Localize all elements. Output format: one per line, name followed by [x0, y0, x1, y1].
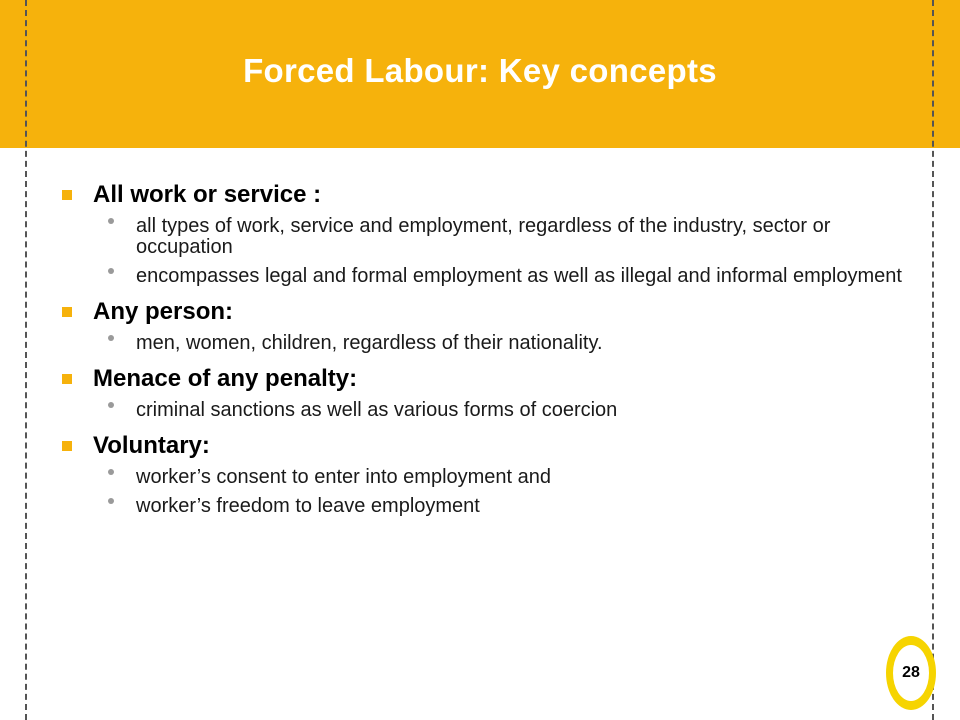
- sub-list: [60, 216, 920, 287]
- bullet-dot-icon: [108, 268, 114, 274]
- section-voluntary: [60, 429, 920, 517]
- section-heading-row: [60, 178, 920, 212]
- list-item-text: criminal sanctions as well as various forms of coercion: [136, 399, 618, 421]
- section-heading-row: [60, 295, 920, 329]
- list-item: [60, 467, 920, 488]
- list-item-text: men, women, children, regardless of their nationality.: [136, 332, 603, 354]
- list-item: [60, 333, 920, 354]
- section-title: Voluntary:: [93, 432, 210, 459]
- sub-list: [60, 467, 920, 517]
- section-menace-of-penalty: [60, 362, 920, 421]
- bullet-dot-icon: [108, 402, 114, 408]
- page-number-badge: [886, 636, 936, 710]
- section-title: Menace of any penalty:: [93, 365, 358, 392]
- bullet-dot-icon: [108, 498, 114, 504]
- slide-content: [60, 178, 920, 525]
- square-bullet-icon: [62, 374, 72, 384]
- list-item-text: worker’s consent to enter into employment and: [136, 466, 552, 488]
- left-dashed-guide: [25, 0, 27, 720]
- list-item-text: all types of work, service and employment, regardless of the industry, sector or occupation: [136, 215, 831, 258]
- bullet-dot-icon: [108, 469, 114, 475]
- bullet-dot-icon: [108, 218, 114, 224]
- section-heading-row: [60, 429, 920, 463]
- square-bullet-icon: [62, 307, 72, 317]
- list-item: [60, 400, 920, 421]
- list-item-text: worker’s freedom to leave employment: [136, 495, 480, 517]
- section-title: Any person:: [93, 298, 234, 325]
- section-all-work: [60, 178, 920, 287]
- bullet-dot-icon: [108, 335, 114, 341]
- square-bullet-icon: [62, 190, 72, 200]
- page-number: 28: [902, 664, 920, 681]
- section-any-person: [60, 295, 920, 354]
- list-item: [60, 216, 920, 258]
- sub-list: [60, 400, 920, 421]
- section-title: All work or service :: [93, 181, 322, 208]
- sub-list: [60, 333, 920, 354]
- square-bullet-icon: [62, 441, 72, 451]
- list-item-text: encompasses legal and formal employment as well as illegal and informal employment: [136, 265, 902, 287]
- section-heading-row: [60, 362, 920, 396]
- list-item: [60, 266, 920, 287]
- list-item: [60, 496, 920, 517]
- right-dashed-guide: [932, 0, 934, 720]
- slide-title: Forced Labour: Key concepts: [243, 52, 717, 89]
